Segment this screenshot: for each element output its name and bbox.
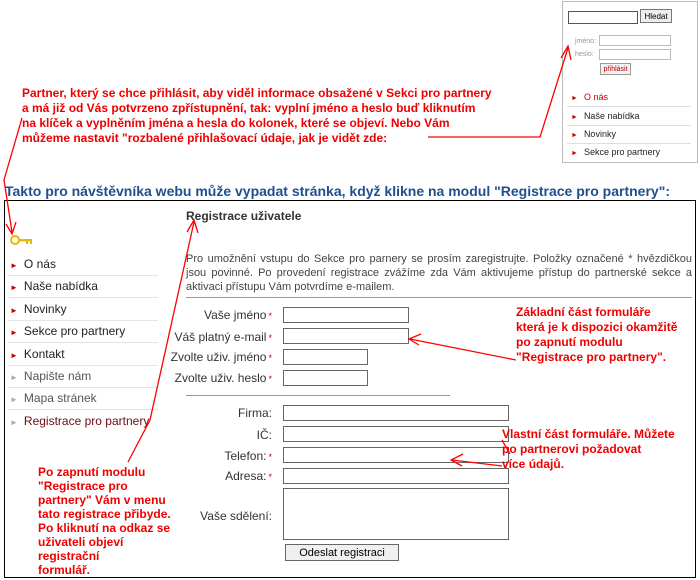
divider (8, 365, 158, 366)
company-input[interactable] (283, 405, 509, 421)
arrow-right-icon: ► (571, 114, 578, 121)
divider (8, 387, 158, 388)
form-intro: Pro umožnění vstupu do Sekce pro parnery se prosím zaregistrujte. Položky označené * hvězdičkou jsou povinné. Po provedení registrace zvážíme zda Vám aktivujeme přístup do partnerské sekce a aktivaci přístupu Vám potvrdíme e-mailem. (186, 253, 692, 293)
label-adresa: Adresa: * (225, 469, 272, 483)
arrow-right-icon: ► (10, 418, 18, 427)
password-input[interactable] (599, 49, 671, 60)
menu-item-o-nas[interactable]: ► O nás (10, 257, 56, 271)
password-label: heslo: (575, 51, 594, 58)
inset-menu-item-novinky[interactable]: ► Novinky (571, 129, 616, 139)
message-textarea[interactable] (283, 488, 509, 540)
menu-item-napiste[interactable]: ► Napište nám (10, 369, 92, 383)
label-email: Váš platný e-mail * (174, 330, 272, 344)
menu-item-mapa[interactable]: ► Mapa stránek (10, 391, 97, 405)
inset-menu-item-nabidka[interactable]: ► Naše nabídka (571, 111, 640, 121)
arrow-right-icon: ► (10, 283, 18, 292)
label-password: Zvolte uživ. heslo * (174, 371, 272, 385)
company-id-input[interactable] (283, 426, 509, 442)
username-field[interactable] (283, 349, 368, 365)
divider (8, 320, 158, 321)
menu-item-nabidka[interactable]: ► Naše nabídka (10, 279, 98, 293)
arrow-right-icon: ► (571, 132, 578, 139)
label-ic: IČ: (256, 428, 272, 442)
login-button[interactable]: přihlásit (600, 63, 631, 75)
search-button[interactable]: Hledat (640, 9, 672, 23)
divider (186, 297, 692, 298)
divider (8, 275, 158, 276)
inset-menu-item-o-nas[interactable]: ► O nás (571, 92, 608, 102)
password-field[interactable] (283, 370, 368, 386)
divider (8, 409, 158, 410)
divider (8, 342, 158, 343)
menu-item-novinky[interactable]: ► Novinky (10, 302, 67, 316)
arrow-right-icon: ► (571, 95, 578, 102)
login-annotation: Partner, který se chce přihlásit, aby viděl informace obsažené v Sekci pro partnery a má již od Vás potvrzeno zpřístupnění, tak: vyplní jméno a heslo buď kliknutím na klíček a vyplněním jména a hesla do kolonek, které se objeví. Nebo Vám můžeme nastavit "rozbalené přihlašovací údaje, jak je vidět zde: (22, 86, 492, 145)
divider (567, 125, 691, 126)
section-heading: Takto pro návštěvníka webu může vypadat stránka, když klikne na modul "Registrace pro partnery": (5, 183, 670, 199)
inset-menu-item-sekce[interactable]: ► Sekce pro partnery (571, 147, 660, 157)
menu-item-registrace[interactable]: ► Registrace pro partnery (10, 414, 150, 428)
arrow-right-icon: ► (10, 395, 18, 404)
label-username: Zvolte uživ. jméno * (170, 350, 272, 364)
username-input[interactable] (599, 35, 671, 46)
label-telefon: Telefon: * (224, 449, 272, 463)
form-title: Registrace uživatele (186, 209, 302, 223)
arrow-right-icon: ► (10, 306, 18, 315)
divider (567, 106, 691, 107)
menu-item-sekce[interactable]: ► Sekce pro partnery (10, 324, 126, 338)
own-part-annotation: Vlastní část formuláře. Můžete po partnerovi požadovat více údajů. (502, 427, 675, 471)
phone-input[interactable] (283, 447, 509, 463)
menu-annotation: Po zapnutí modulu "Registrace pro partnery" Vám v menu tato registrace přibyde. Po kliknutí na odkaz se uživateli objeví registrační formulář. (38, 465, 171, 577)
submit-registration-button[interactable]: Odeslat registraci (285, 544, 399, 561)
key-icon[interactable] (10, 234, 34, 246)
label-firma: Firma: (238, 406, 272, 420)
label-sdeleni: Vaše sdělení: (200, 509, 272, 523)
divider (8, 297, 158, 298)
address-input[interactable] (283, 468, 509, 484)
arrow-right-icon: ► (571, 150, 578, 157)
menu-item-kontakt[interactable]: ► Kontakt (10, 347, 65, 361)
divider (567, 143, 691, 144)
arrow-right-icon: ► (10, 328, 18, 337)
arrow-right-icon: ► (10, 373, 18, 382)
search-input[interactable] (568, 11, 638, 24)
basic-part-annotation: Základní část formuláře která je k dispozici okamžitě po zapnutí modulu "Registrace pro partnery". (516, 305, 678, 364)
arrow-right-icon: ► (10, 261, 18, 270)
divider (186, 395, 450, 396)
username-label: jméno: (575, 38, 597, 45)
label-name: Vaše jméno * (204, 308, 272, 322)
name-input[interactable] (283, 307, 409, 323)
arrow-right-icon: ► (10, 351, 18, 360)
email-input[interactable] (283, 328, 409, 344)
login-preview-panel (562, 1, 698, 163)
